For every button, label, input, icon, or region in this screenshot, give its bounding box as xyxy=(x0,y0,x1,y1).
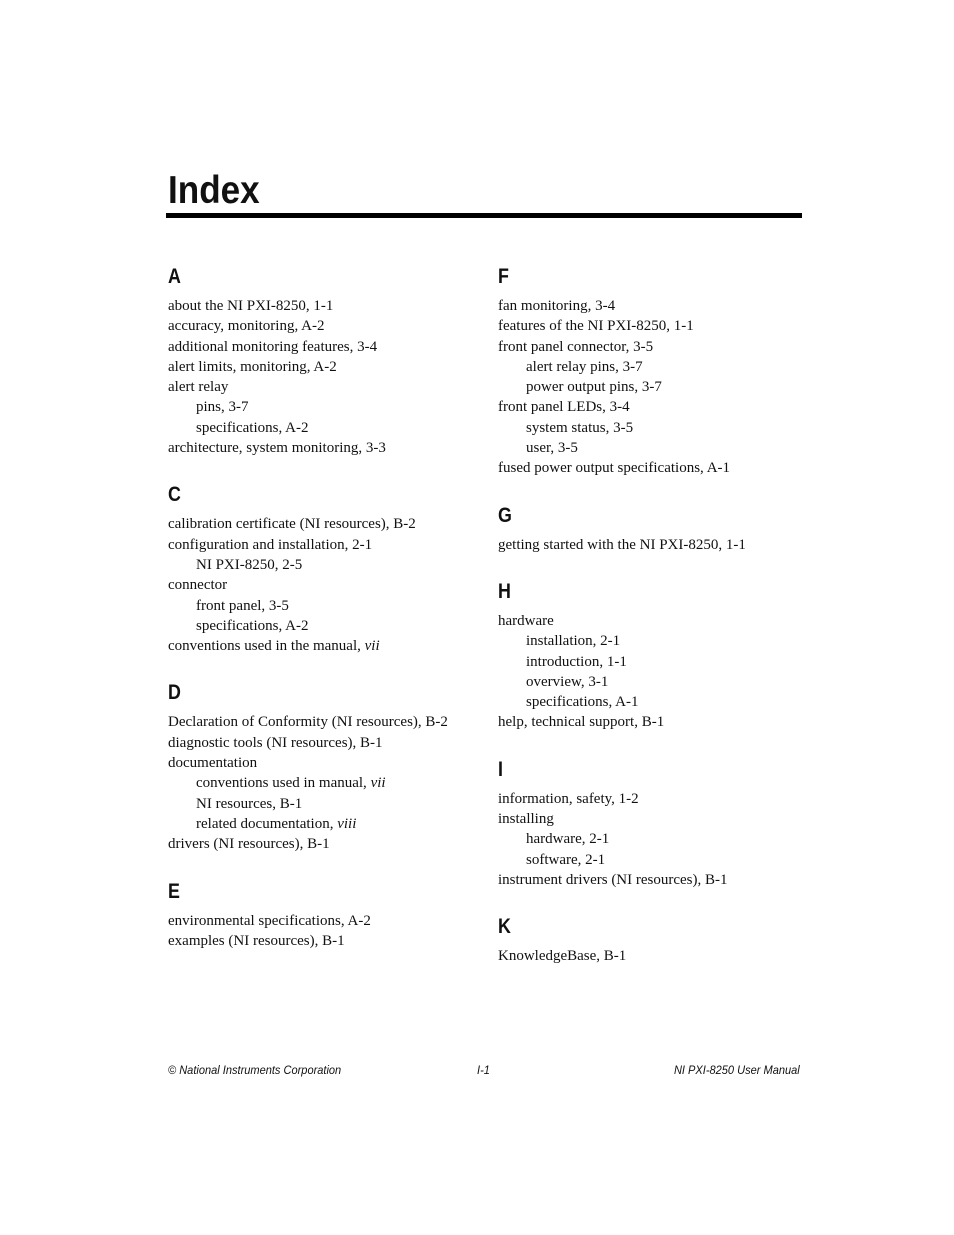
entry-text: specifications, A-1 xyxy=(526,694,639,711)
section-letter: K xyxy=(498,915,511,939)
entry-text: environmental specifications, A-2 xyxy=(168,912,371,929)
entry-text: specifications, A-2 xyxy=(196,419,309,436)
section-letter: C xyxy=(168,483,181,507)
index-subentry xyxy=(168,814,468,834)
section-letter: H xyxy=(498,579,511,603)
entry-text: diagnostic tools (NI resources), B-1 xyxy=(168,734,383,751)
entry-text: help, technical support, B-1 xyxy=(498,714,665,731)
entry-text: installing xyxy=(498,811,554,828)
index-entry xyxy=(498,296,798,316)
entry-text: getting started with the NI PXI-8250, 1-1 xyxy=(498,536,746,553)
index-subentry xyxy=(498,829,798,849)
entry-text: overview, 3-1 xyxy=(526,673,609,690)
entry-text: hardware, 2-1 xyxy=(526,831,610,848)
entry-text: conventions used in the manual, xyxy=(168,638,365,655)
index-subentry xyxy=(498,438,798,458)
footer-copyright: © National Instruments Corporation xyxy=(168,1063,342,1077)
index-subentry xyxy=(498,652,798,672)
section-letter: I xyxy=(498,757,503,781)
entry-text: conventions used in manual, xyxy=(196,775,371,792)
index-entry xyxy=(498,458,798,478)
entry-text: front panel LEDs, 3-4 xyxy=(498,399,630,416)
index-subentry xyxy=(168,418,468,438)
index-entry xyxy=(168,377,468,397)
index-column-left xyxy=(168,262,468,951)
entry-page-italic: vii xyxy=(370,775,386,792)
index-section-g xyxy=(498,504,798,555)
index-subentry xyxy=(498,850,798,870)
section-letter: E xyxy=(168,879,180,903)
title-rule xyxy=(166,213,802,218)
entry-text: specifications, A-2 xyxy=(196,617,309,634)
section-gap xyxy=(498,890,798,912)
index-entry xyxy=(168,931,468,951)
index-subentry xyxy=(498,357,798,377)
index-section-h xyxy=(498,580,798,733)
entry-page-italic: viii xyxy=(337,815,357,832)
entry-text: power output pins, 3-7 xyxy=(526,379,662,396)
index-section-f xyxy=(498,265,798,479)
index-entry xyxy=(168,911,468,931)
entry-text: additional monitoring features, 3-4 xyxy=(168,338,378,355)
index-entry xyxy=(168,575,468,595)
entry-text: user, 3-5 xyxy=(526,440,578,457)
entry-text: information, safety, 1-2 xyxy=(498,790,639,807)
entry-text: calibration certificate (NI resources), B-2 xyxy=(168,516,416,533)
index-subentry xyxy=(498,418,798,438)
index-entry xyxy=(168,438,468,458)
index-entry xyxy=(168,712,468,732)
entry-text: installation, 2-1 xyxy=(526,633,621,650)
index-entry xyxy=(168,636,468,656)
index-section-k xyxy=(498,915,798,966)
index-subentry xyxy=(498,631,798,651)
entry-text: alert limits, monitoring, A-2 xyxy=(168,358,337,375)
section-gap xyxy=(498,479,798,501)
entry-text: alert relay xyxy=(168,379,229,396)
index-entry xyxy=(168,753,468,773)
entry-text: Declaration of Conformity (NI resources), B-2 xyxy=(168,714,448,731)
section-gap xyxy=(498,555,798,577)
index-subentry xyxy=(168,397,468,417)
footer-manual-title: NI PXI-8250 User Manual xyxy=(674,1063,800,1077)
index-subentry xyxy=(498,672,798,692)
index-column-right xyxy=(498,262,798,967)
entry-text: accuracy, monitoring, A-2 xyxy=(168,318,325,335)
section-gap xyxy=(498,733,798,755)
entry-text: connector xyxy=(168,577,228,594)
index-entry xyxy=(498,316,798,336)
entry-text: front panel connector, 3-5 xyxy=(498,338,654,355)
index-subentry xyxy=(168,555,468,575)
entry-text: related documentation, xyxy=(196,815,338,832)
index-section-i xyxy=(498,758,798,890)
index-entry xyxy=(498,789,798,809)
entry-text: documentation xyxy=(168,755,258,772)
index-entry xyxy=(498,535,798,555)
section-letter: F xyxy=(498,265,509,288)
index-entry xyxy=(498,712,798,732)
entry-text: front panel, 3-5 xyxy=(196,597,289,614)
entry-text: alert relay pins, 3-7 xyxy=(526,358,643,375)
entry-text: architecture, system monitoring, 3-3 xyxy=(168,440,386,457)
index-entry xyxy=(168,733,468,753)
index-entry xyxy=(498,946,798,966)
entry-text: fan monitoring, 3-4 xyxy=(498,298,616,314)
page-title: Index xyxy=(168,169,260,212)
entry-text: features of the NI PXI-8250, 1-1 xyxy=(498,318,694,335)
entry-text: introduction, 1-1 xyxy=(526,653,627,670)
index-subentry xyxy=(498,377,798,397)
section-letter: D xyxy=(168,681,181,705)
section-gap xyxy=(168,656,468,678)
index-entry xyxy=(498,397,798,417)
entry-text: NI PXI-8250, 2-5 xyxy=(196,556,303,573)
index-entry xyxy=(168,316,468,336)
section-gap xyxy=(168,458,468,480)
index-section-c xyxy=(168,483,468,656)
index-entry xyxy=(498,611,798,631)
index-entry xyxy=(168,357,468,377)
index-subentry xyxy=(168,616,468,636)
index-entry xyxy=(498,809,798,829)
entry-text: KnowledgeBase, B-1 xyxy=(498,948,627,965)
section-gap xyxy=(168,855,468,877)
index-entry xyxy=(168,514,468,534)
index-subentry xyxy=(168,794,468,814)
index-entry xyxy=(168,834,468,854)
entry-text: instrument drivers (NI resources), B-1 xyxy=(498,871,728,888)
entry-text: pins, 3-7 xyxy=(196,399,249,416)
section-letter: A xyxy=(168,265,181,288)
index-entry xyxy=(498,870,798,890)
index-section-d xyxy=(168,681,468,854)
entry-text: fused power output specifications, A-1 xyxy=(498,460,731,477)
index-entry xyxy=(168,535,468,555)
entry-text: software, 2-1 xyxy=(526,851,606,868)
entry-text: examples (NI resources), B-1 xyxy=(168,932,345,949)
index-section-a xyxy=(168,265,468,458)
index-subentry xyxy=(168,773,468,793)
index-section-e xyxy=(168,880,468,952)
section-letter: G xyxy=(498,503,512,527)
index-entry xyxy=(168,296,468,316)
footer-page-number: I-1 xyxy=(477,1063,490,1077)
index-subentry xyxy=(168,596,468,616)
entry-text: system status, 3-5 xyxy=(526,419,634,436)
entry-text: about the NI PXI-8250, 1-1 xyxy=(168,298,334,314)
index-entry xyxy=(498,337,798,357)
index-entry xyxy=(168,337,468,357)
index-subentry xyxy=(498,692,798,712)
entry-text: hardware xyxy=(498,612,554,629)
entry-text: drivers (NI resources), B-1 xyxy=(168,836,330,853)
entry-text: configuration and installation, 2-1 xyxy=(168,536,373,553)
entry-page-italic: vii xyxy=(364,638,380,655)
entry-text: NI resources, B-1 xyxy=(196,795,303,812)
